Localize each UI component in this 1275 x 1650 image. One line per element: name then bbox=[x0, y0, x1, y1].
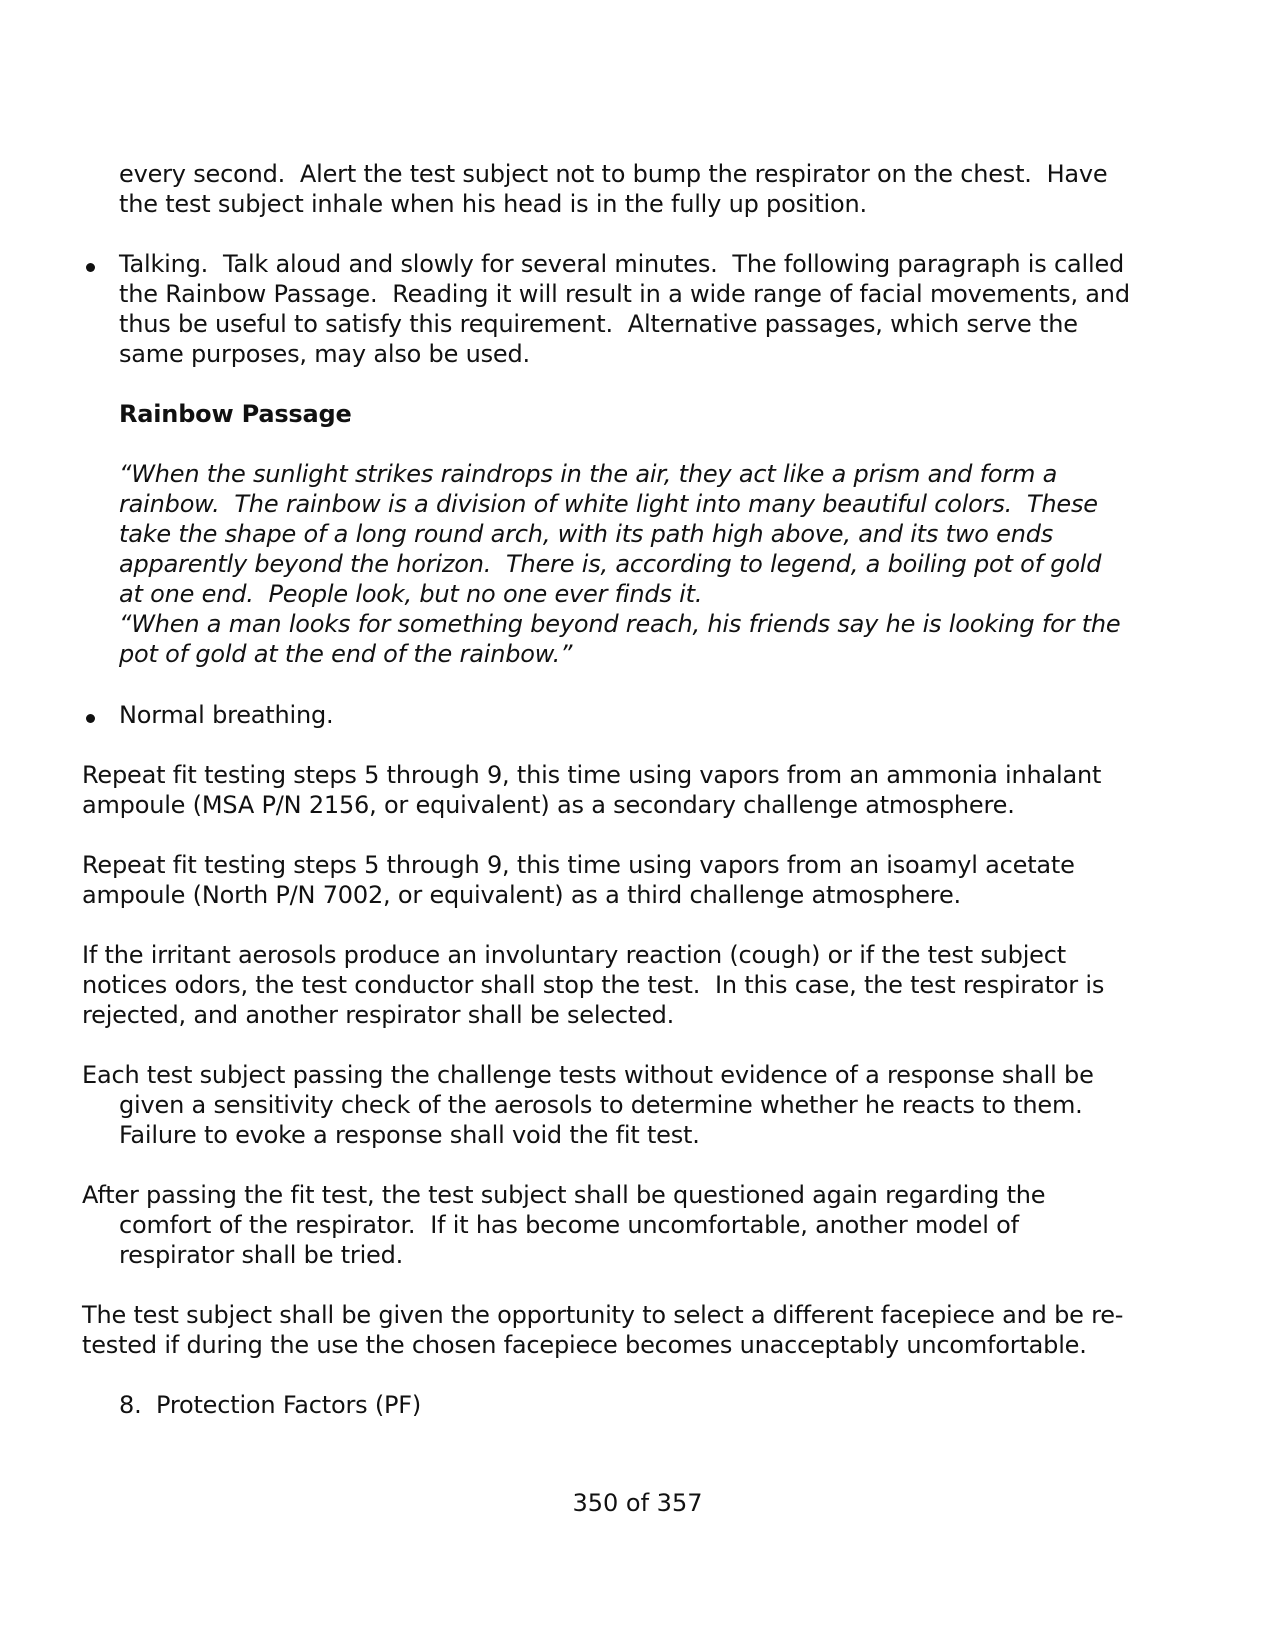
rainbow-line-5: at one end. People look, but no one ever finds it. bbox=[119, 580, 703, 608]
rainbow-line-2: rainbow. The rainbow is a division of white light into many beautiful colors. These bbox=[119, 490, 1098, 518]
retest-line-2: tested if during the use the chosen facepiece becomes unacceptably uncomfortable. bbox=[82, 1331, 1087, 1359]
ammonia-line-1: Repeat fit testing steps 5 through 9, this time using vapors from an ammonia inhalant bbox=[82, 761, 1102, 789]
rainbow-line-3: take the shape of a long round arch, with its path high above, and its two ends bbox=[119, 520, 1054, 548]
ammonia-line-2: ampoule (MSA P/N 2156, or equivalent) as a secondary challenge atmosphere. bbox=[82, 791, 1015, 819]
retest-line-1: The test subject shall be given the opportunity to select a different facepiece and be re- bbox=[82, 1301, 1124, 1329]
talking-line-3: thus be useful to satisfy this requirement. Alternative passages, which serve the bbox=[119, 310, 1078, 338]
rainbow-line-4: apparently beyond the horizon. There is, according to legend, a boiling pot of gold bbox=[119, 550, 1102, 578]
comfort-line-2: comfort of the respirator. If it has become uncomfortable, another model of bbox=[119, 1211, 1019, 1239]
rainbow-passage-heading: Rainbow Passage bbox=[119, 400, 352, 428]
comfort-line-3: respirator shall be tried. bbox=[119, 1241, 404, 1269]
comfort-line-1: After passing the fit test, the test subject shall be questioned again regarding the bbox=[82, 1181, 1046, 1209]
continuation-line-1: every second. Alert the test subject not to bump the respirator on the chest. Have bbox=[119, 160, 1108, 188]
section-title: Protection Factors (PF) bbox=[156, 1391, 422, 1419]
irritant-line-1: If the irritant aerosols produce an involuntary reaction (cough) or if the test subject bbox=[82, 941, 1066, 969]
rainbow-line-6: “When a man looks for something beyond reach, his friends say he is looking for the bbox=[119, 610, 1121, 638]
isoamyl-line-1: Repeat fit testing steps 5 through 9, this time using vapors from an isoamyl acetate bbox=[82, 851, 1075, 879]
page-number: 350 of 357 bbox=[572, 1489, 703, 1517]
sensitivity-line-2: given a sensitivity check of the aerosols to determine whether he reacts to them. bbox=[119, 1091, 1083, 1119]
irritant-line-3: rejected, and another respirator shall be selected. bbox=[82, 1001, 675, 1029]
rainbow-line-1: “When the sunlight strikes raindrops in the air, they act like a prism and form a bbox=[119, 460, 1058, 488]
section-number: 8. bbox=[119, 1391, 142, 1419]
sensitivity-line-1: Each test subject passing the challenge tests without evidence of a response shall be bbox=[82, 1061, 1094, 1089]
talking-line-2: the Rainbow Passage. Reading it will result in a wide range of facial movements, and bbox=[119, 280, 1130, 308]
continuation-line-2: the test subject inhale when his head is in the fully up position. bbox=[119, 190, 867, 218]
talking-line-4: same purposes, may also be used. bbox=[119, 340, 530, 368]
talking-line-1: Talking. Talk aloud and slowly for several minutes. The following paragraph is called bbox=[119, 250, 1125, 278]
isoamyl-line-2: ampoule (North P/N 7002, or equivalent) as a third challenge atmosphere. bbox=[82, 881, 961, 909]
bullet-icon bbox=[86, 714, 95, 723]
bullet-icon bbox=[86, 263, 95, 272]
rainbow-line-7: pot of gold at the end of the rainbow.” bbox=[119, 640, 573, 668]
breathing-item: Normal breathing. bbox=[119, 701, 334, 729]
sensitivity-line-3: Failure to evoke a response shall void the fit test. bbox=[119, 1121, 700, 1149]
irritant-line-2: notices odors, the test conductor shall stop the test. In this case, the test respirator is bbox=[82, 971, 1105, 999]
